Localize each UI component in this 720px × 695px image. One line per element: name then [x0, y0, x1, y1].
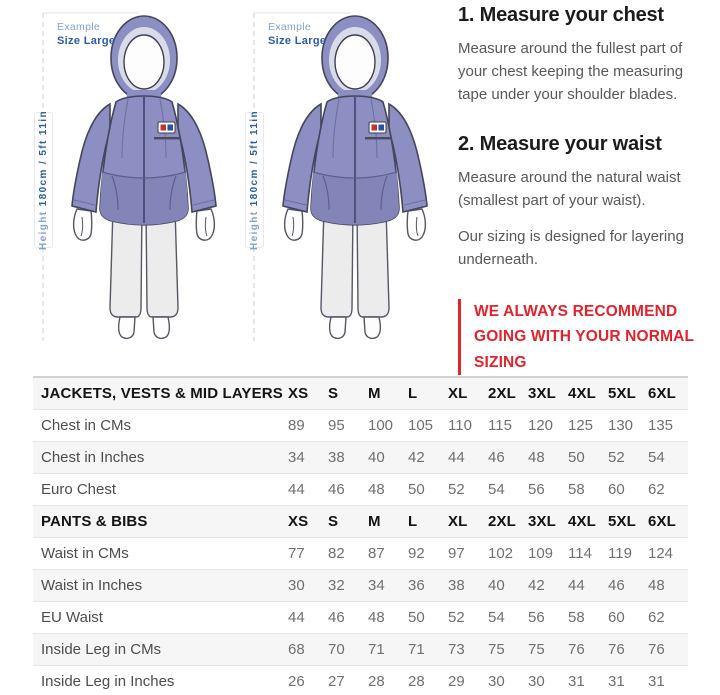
measurement-value: 30 — [288, 576, 305, 594]
size-example-figure-2 — [245, 10, 450, 350]
measurement-value: 38 — [328, 448, 345, 466]
measurement-value: 36 — [408, 576, 425, 594]
measurement-value: 52 — [608, 448, 625, 466]
measurement-value: 40 — [488, 576, 505, 594]
badge-blue-mark — [168, 125, 174, 131]
figure-example-label: Example — [57, 21, 101, 33]
right-foot — [364, 317, 380, 338]
measurement-value: 75 — [488, 640, 505, 658]
measurement-label: Inside Leg in CMs — [41, 640, 162, 658]
size-column-header: 2XL — [488, 384, 516, 402]
measurement-value: 110 — [448, 416, 472, 434]
measurement-value: 31 — [568, 672, 585, 690]
badge-red-mark — [161, 125, 167, 131]
measurement-value: 58 — [568, 480, 585, 498]
measurement-value: 75 — [528, 640, 545, 658]
measurement-value: 46 — [488, 448, 505, 466]
table-row — [33, 409, 688, 441]
height-label-prefix: Height — [38, 210, 49, 251]
measurement-value: 115 — [488, 416, 512, 434]
measurement-value: 105 — [408, 416, 434, 434]
measurement-value: 77 — [288, 544, 305, 562]
measurement-value: 48 — [528, 448, 545, 466]
measurement-label: Chest in CMs — [41, 416, 132, 434]
size-column-header: S — [328, 384, 339, 402]
section-header-label: PANTS & BIBS — [41, 512, 148, 530]
measurement-value: 87 — [368, 544, 385, 562]
table-row — [33, 441, 688, 473]
measurement-value: 54 — [488, 608, 505, 626]
measurement-value: 32 — [328, 576, 345, 594]
measurement-value: 54 — [648, 448, 665, 466]
left-foot — [119, 317, 135, 338]
measurement-value: 44 — [288, 480, 305, 498]
measuring-instructions — [458, 4, 693, 375]
measurement-value: 95 — [328, 416, 345, 434]
layering-note: Our sizing is designed for layering underneath. — [458, 227, 684, 268]
measurement-value: 76 — [568, 640, 585, 658]
measurement-value: 29 — [448, 672, 465, 690]
measurement-value: 82 — [328, 544, 345, 562]
measurement-value: 46 — [328, 480, 345, 498]
measurement-value: 48 — [368, 480, 385, 498]
measurement-value: 114 — [568, 544, 592, 562]
measurement-value: 38 — [448, 576, 465, 594]
size-column-header: XS — [288, 384, 309, 402]
person-illustration — [245, 10, 450, 350]
measurement-value: 44 — [288, 608, 305, 626]
section-header-label: JACKETS, VESTS & MID LAYERS — [41, 384, 283, 402]
size-example-figure-1 — [34, 10, 239, 350]
measurement-label: EU Waist — [41, 608, 103, 626]
size-column-header: 5XL — [608, 512, 636, 530]
size-column-header: XS — [288, 512, 309, 530]
right-foot — [153, 317, 169, 338]
height-measure-label — [245, 109, 264, 251]
measurement-value: 50 — [408, 608, 425, 626]
measurement-value: 125 — [568, 416, 594, 434]
measurement-value: 135 — [648, 416, 674, 434]
measurement-value: 44 — [568, 576, 585, 594]
step1-body: Measure around the fullest part of your chest keeping the measuring tape under your shoulder blades. — [458, 40, 684, 103]
measurement-value: 73 — [448, 640, 465, 658]
measurement-value: 28 — [408, 672, 425, 690]
size-column-header: 4XL — [568, 384, 596, 402]
size-column-header: XL — [448, 512, 468, 530]
measurement-value: 46 — [608, 576, 625, 594]
measurement-value: 48 — [648, 576, 665, 594]
measurement-value: 54 — [488, 480, 505, 498]
size-column-header: XL — [448, 384, 468, 402]
measurement-value: 56 — [528, 480, 545, 498]
figure-caption — [57, 21, 115, 49]
measurement-value: 27 — [328, 672, 345, 690]
badge-red-mark — [372, 125, 378, 131]
height-label-prefix: Height — [249, 210, 260, 251]
badge-underline — [154, 137, 180, 139]
measurement-value: 48 — [368, 608, 385, 626]
height-measure-label — [34, 109, 53, 251]
measurement-value: 28 — [368, 672, 385, 690]
measurement-value: 109 — [528, 544, 554, 562]
measurement-value: 26 — [288, 672, 305, 690]
measurement-value: 130 — [608, 416, 634, 434]
size-column-header: 3XL — [528, 512, 556, 530]
measurement-label: Euro Chest — [41, 480, 117, 498]
measurement-value: 71 — [368, 640, 385, 658]
size-column-header: 5XL — [608, 384, 636, 402]
measurement-value: 62 — [648, 608, 665, 626]
badge-blue-mark — [379, 125, 385, 131]
measurement-value: 42 — [408, 448, 425, 466]
face — [335, 35, 375, 89]
measurement-value: 31 — [608, 672, 625, 690]
measurement-value: 89 — [288, 416, 305, 434]
measurement-label: Chest in Inches — [41, 448, 145, 466]
figure-caption — [268, 21, 326, 49]
height-label-value: 180cm / 5ft 11in — [38, 109, 49, 207]
measurement-label: Waist in CMs — [41, 544, 129, 562]
size-column-header: M — [368, 384, 381, 402]
measurement-value: 102 — [488, 544, 514, 562]
measurement-value: 97 — [448, 544, 465, 562]
measurement-label: Inside Leg in Inches — [41, 672, 175, 690]
size-table-body — [33, 377, 688, 695]
table-section-header-row — [33, 377, 688, 409]
table-row — [33, 665, 688, 695]
size-column-header: L — [408, 512, 418, 530]
height-label-value: 180cm / 5ft 11in — [249, 109, 260, 207]
sizing-recommendation-callout: WE ALWAYS RECOMMEND GOING WITH YOUR NORMAL SIZING — [458, 299, 696, 376]
size-column-header: 6XL — [648, 384, 676, 402]
size-chart-table — [33, 376, 688, 695]
table-row — [33, 601, 688, 633]
measurement-value: 71 — [408, 640, 425, 658]
size-column-header: L — [408, 384, 418, 402]
measurement-value: 120 — [528, 416, 554, 434]
size-column-header: M — [368, 512, 381, 530]
person-illustration — [34, 10, 239, 350]
measurement-value: 76 — [648, 640, 665, 658]
step2-body: Measure around the natural waist (smallest part of your waist). — [458, 169, 681, 210]
badge-underline — [365, 137, 391, 139]
size-column-header: 2XL — [488, 512, 516, 530]
measurement-value: 50 — [568, 448, 585, 466]
figure-size-label: Size Large — [268, 35, 327, 48]
figure-size-label: Size Large — [57, 35, 116, 48]
measurement-label: Waist in Inches — [41, 576, 143, 594]
table-row — [33, 569, 688, 601]
size-column-header: 3XL — [528, 384, 556, 402]
measurement-value: 42 — [528, 576, 545, 594]
measurement-value: 60 — [608, 480, 625, 498]
measurement-value: 30 — [528, 672, 545, 690]
measurement-value: 34 — [368, 576, 385, 594]
measurement-value: 58 — [568, 608, 585, 626]
measurement-value: 76 — [608, 640, 625, 658]
table-row — [33, 473, 688, 505]
table-row — [33, 633, 688, 665]
measurement-value: 52 — [448, 480, 465, 498]
size-column-header: S — [328, 512, 339, 530]
measurement-value: 44 — [448, 448, 465, 466]
measurement-value: 119 — [608, 544, 632, 562]
measurement-value: 70 — [328, 640, 345, 658]
table-section-header-row — [33, 505, 688, 537]
person-figure — [283, 16, 427, 338]
measurement-value: 60 — [608, 608, 625, 626]
measurement-value: 56 — [528, 608, 545, 626]
measurement-value: 46 — [328, 608, 345, 626]
table-row — [33, 537, 688, 569]
step1-heading: 1. Measure your chest — [458, 4, 664, 26]
measurement-value: 62 — [648, 480, 665, 498]
measurement-value: 40 — [368, 448, 385, 466]
size-column-header: 6XL — [648, 512, 676, 530]
figure-example-label: Example — [268, 21, 312, 33]
measurement-value: 30 — [488, 672, 505, 690]
measurement-value: 124 — [648, 544, 674, 562]
measurement-value: 50 — [408, 480, 425, 498]
measurement-value: 31 — [648, 672, 665, 690]
step2-heading: 2. Measure your waist — [458, 133, 662, 156]
face — [124, 35, 164, 89]
left-foot — [330, 317, 346, 338]
measurement-value: 68 — [288, 640, 305, 658]
measurement-value: 52 — [448, 608, 465, 626]
size-column-header: 4XL — [568, 512, 596, 530]
measurement-value: 92 — [408, 544, 425, 562]
person-figure — [72, 16, 216, 338]
measurement-value: 100 — [368, 416, 394, 434]
measurement-value: 34 — [288, 448, 305, 466]
